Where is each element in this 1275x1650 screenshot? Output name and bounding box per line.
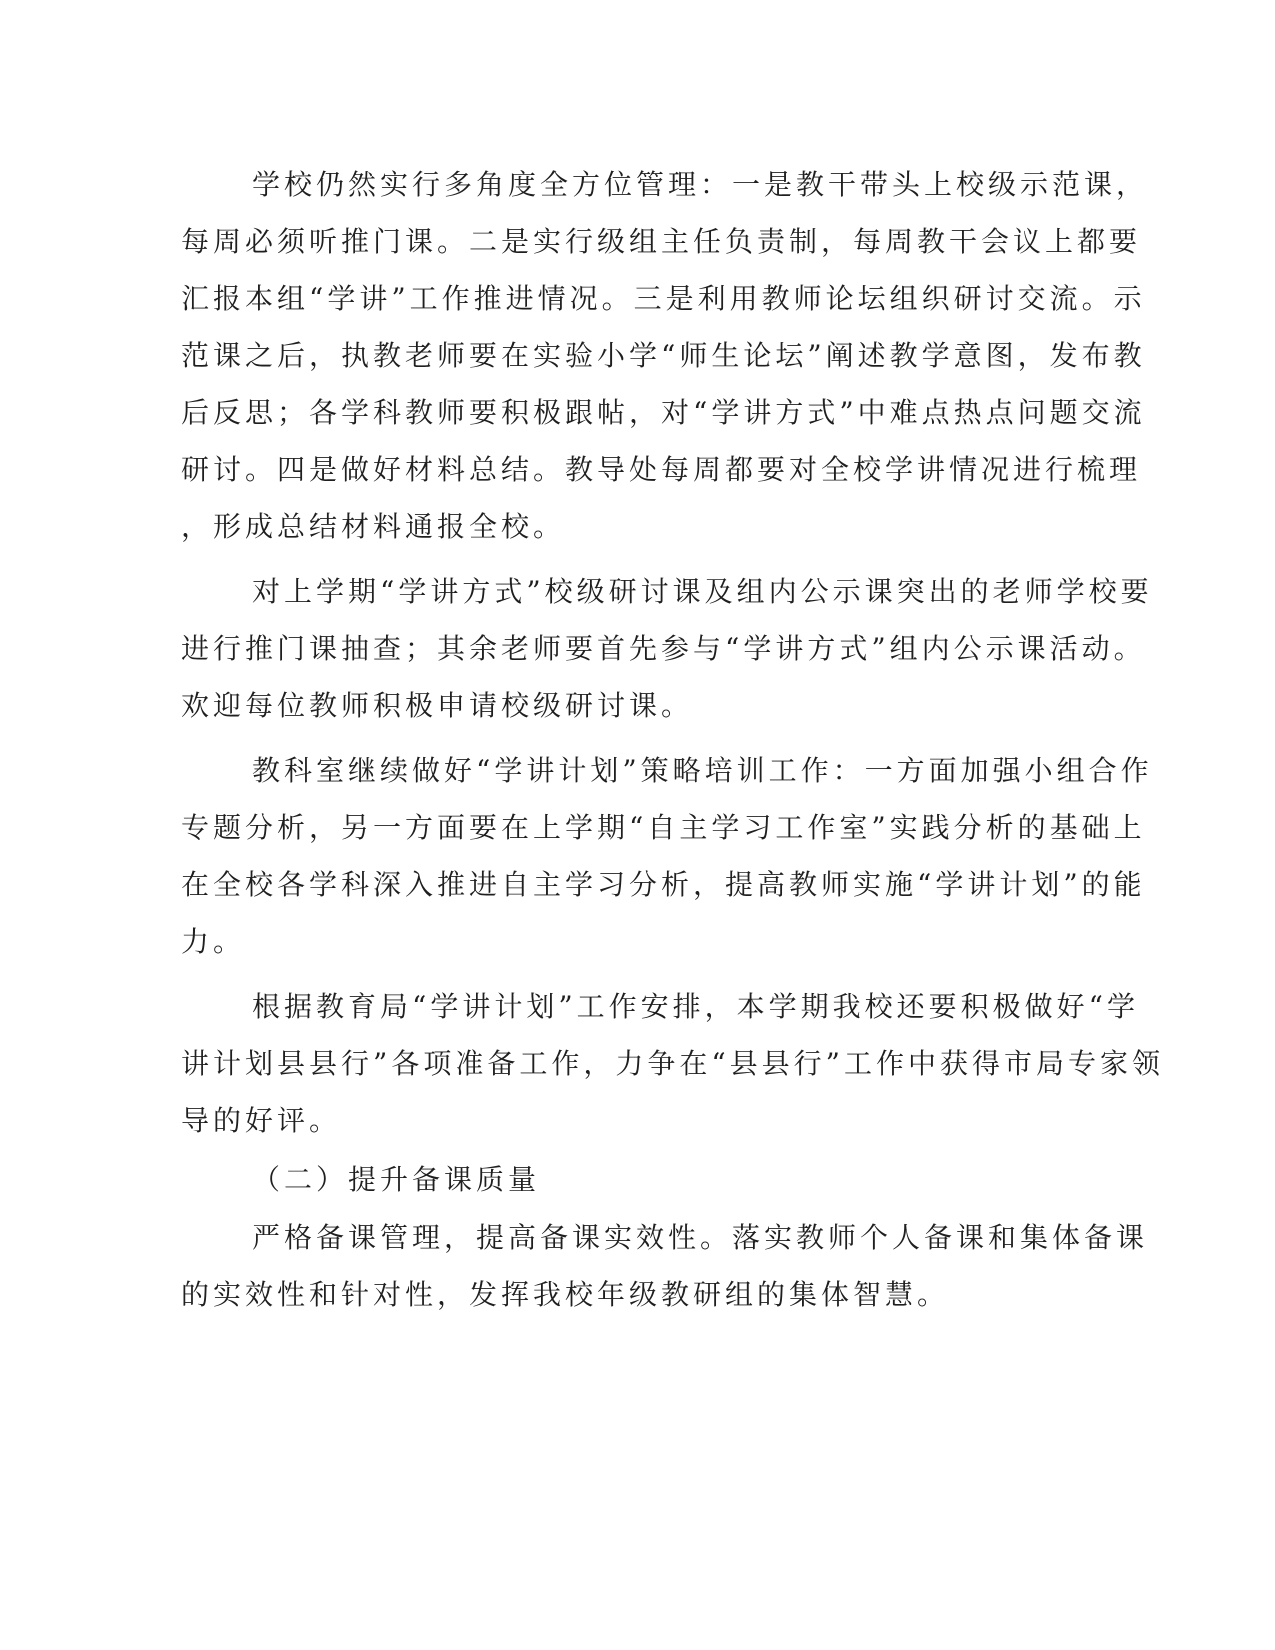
text-line [0,629,1275,669]
text-line-content: 力。 [181,925,246,958]
text-line-content: 讲计划县县行”各项准备工作，力争在“县县行”工作中获得市局专家领 [181,1047,1164,1080]
text-line [0,1044,1275,1084]
text-line [0,808,1275,848]
text-line-content: 后反思；各学科教师要积极跟帖，对“学讲方式”中难点热点问题交流 [181,396,1146,429]
text-line-content: ，形成总结材料通报全校。 [181,510,566,543]
text-line-content: 每周必须听推门课。二是实行级组主任负责制，每周教干会议上都要 [181,225,1142,258]
text-line [0,222,1275,262]
text-line [0,507,1275,547]
text-line-content: 导的好评。 [181,1104,342,1137]
text-line [0,165,1275,205]
text-line [0,393,1275,433]
text-line [0,987,1275,1027]
text-line [0,1218,1275,1258]
text-line [0,922,1275,962]
text-line-content: 学校仍然实行多角度全方位管理：一是教干带头上校级示范课， [252,168,1149,201]
text-line-content: 欢迎每位教师积极申请校级研讨课。 [181,689,694,722]
text-line-content: 严格备课管理，提高备课实效性。落实教师个人备课和集体备课 [252,1221,1149,1254]
text-line-content: 进行推门课抽查；其余老师要首先参与“学讲方式”组内公示课活动。 [181,632,1146,665]
text-line-content: 教科室继续做好“学讲计划”策略培训工作：一方面加强小组合作 [252,754,1153,787]
text-line [0,1101,1275,1141]
text-line-content: 根据教育局“学讲计划”工作安排，本学期我校还要积极做好“学 [252,990,1139,1023]
text-line-content: 专题分析，另一方面要在上学期“自主学习工作室”实践分析的基础上 [181,811,1146,844]
text-line [0,686,1275,726]
text-line [0,572,1275,612]
section-heading [0,1160,1275,1200]
text-line [0,751,1275,791]
text-line [0,450,1275,490]
text-line-content: 汇报本组“学讲”工作推进情况。三是利用教师论坛组织研讨交流。示 [181,282,1146,315]
text-line [0,336,1275,376]
text-line-content: 对上学期“学讲方式”校级研讨课及组内公示课突出的老师学校要 [252,575,1153,608]
text-line [0,1275,1275,1315]
section-heading-text: （二）提升备课质量 [252,1163,541,1196]
text-line-content: 在全校各学科深入推进自主学习分析，提高教师实施“学讲计划”的能 [181,868,1146,901]
text-line [0,865,1275,905]
text-line-content: 范课之后，执教老师要在实验小学“师生论坛”阐述教学意图，发布教 [181,339,1146,372]
text-line-content: 的实效性和针对性，发挥我校年级教研组的集体智慧。 [181,1278,950,1311]
text-line [0,279,1275,319]
text-line-content: 研讨。四是做好材料总结。教导处每周都要对全校学讲情况进行梳理 [181,453,1142,486]
